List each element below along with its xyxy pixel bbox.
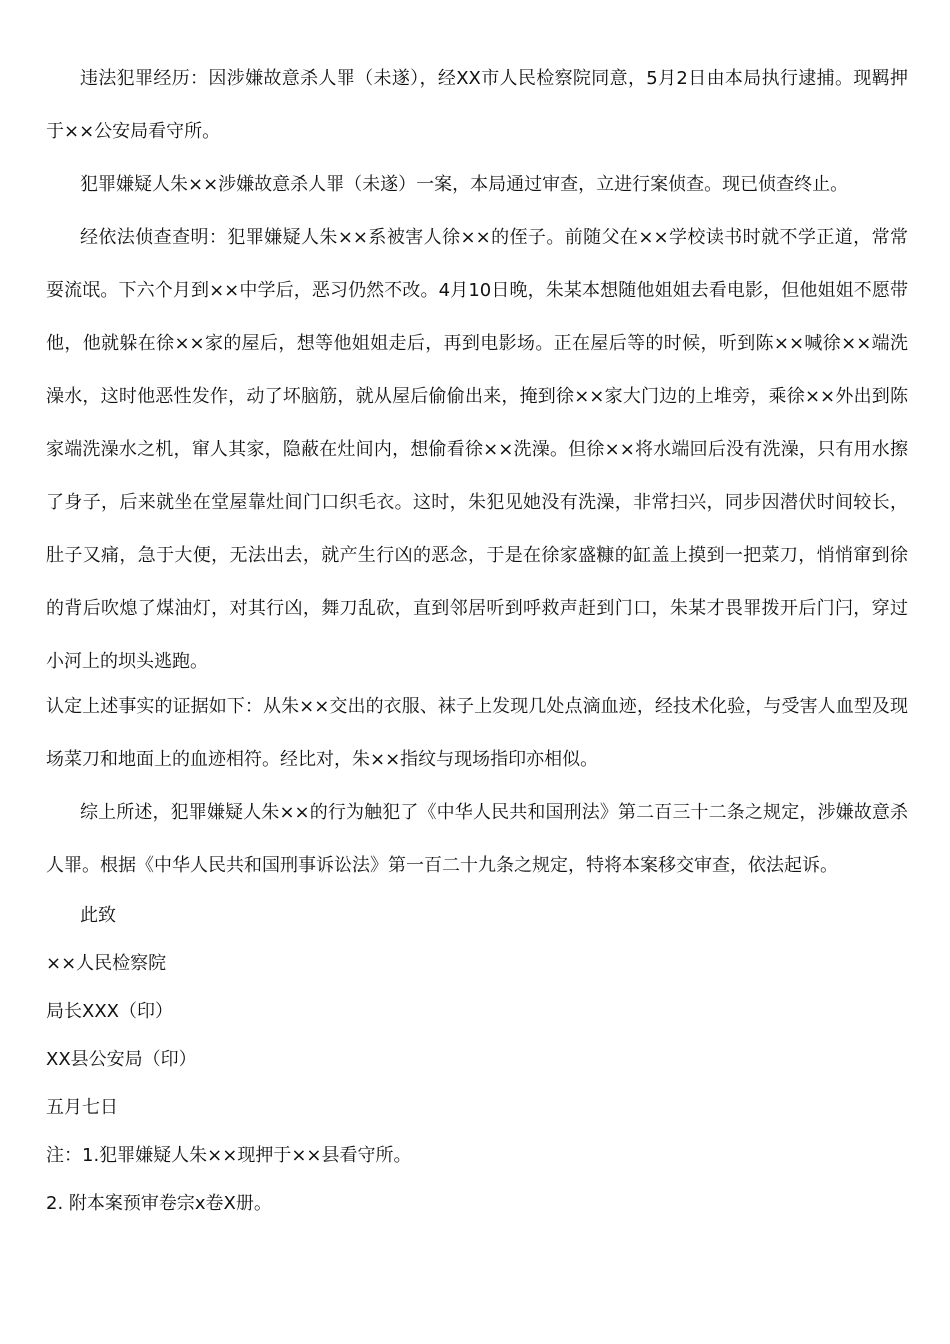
investigation-findings-paragraph: 经依法侦查查明：犯罪嫌疑人朱××系被害人徐××的侄子。前随父在××学校读书时就不学正道，常常耍流氓。下六个月到××中学后，恶习仍然不改。4月10日晚，朱某本想随他姐姐去看电影，但他姐姐不愿带他，他就躲在徐××家的屋后，想等他姐姐走后，再到电影场。正在屋后等的时候，听到陈××喊徐××端洗澡水，这时他恶性发作，动了坏脑筋，就从屋后偷偷出来，掩到徐××家大门边的上堆旁，乘徐××外出到陈家端洗澡水之机，窜人其家，隐蔽在灶间内，想偷看徐××洗澡。但徐××将水端回后没有洗澡，只有用水擦了身子，后来就坐在堂屋靠灶间门口织毛衣。这时，朱犯见她没有洗澡，非常扫兴，同步因潜伏时间较长，肚子又痛，急于大便，无法出去，就产生行凶的恶念，于是在徐家盛糠的缸盖上摸到一把菜刀，悄悄窜到徐的背后吹熄了煤油灯，对其行凶，舞刀乱砍，直到邻居听到呼救声赶到门口，朱某才畏罪拨开后门闩，穿过小河上的坝头逃跑。 <box>46 227 908 672</box>
evidence-paragraph: 认定上述事实的证据如下：从朱××交出的衣服、袜子上发现几处点滴血迹，经技术化验，与受害人血型及现场菜刀和地面上的血迹相符。经比对，朱××指纹与现场指印亦相似。 <box>46 696 908 770</box>
document-page <box>46 52 908 1228</box>
note-line-1: 注：1.犯罪嫌疑人朱××现押于××县看守所。 <box>46 1145 412 1166</box>
criminal-history-paragraph: 违法犯罪经历：因涉嫌故意杀人罪（未遂），经XX市人民检察院同意，5月2日由本局执行逮捕。现羁押于××公安局看守所。 <box>46 68 908 142</box>
recipient-text: ××人民检察院 <box>46 953 167 974</box>
salutation-text: 此致 <box>80 905 116 926</box>
director-signature: 局长XXX（印） <box>46 1001 173 1022</box>
bureau-seal-line: XX县公安局（印） <box>46 1049 197 1070</box>
case-summary-paragraph: 犯罪嫌疑人朱××涉嫌故意杀人罪（未遂）一案，本局通过审查，立进行案侦查。现已侦查终止。 <box>80 174 849 195</box>
document-date: 五月七日 <box>46 1097 118 1118</box>
note-line-2: 2. 附本案预审卷宗x卷X册。 <box>46 1193 272 1214</box>
conclusion-paragraph: 综上所述，犯罪嫌疑人朱××的行为触犯了《中华人民共和国刑法》第二百三十二条之规定，涉嫌故意杀人罪。根据《中华人民共和国刑事诉讼法》第一百二十九条之规定，特将本案移交审查，依法起诉。 <box>46 802 908 876</box>
